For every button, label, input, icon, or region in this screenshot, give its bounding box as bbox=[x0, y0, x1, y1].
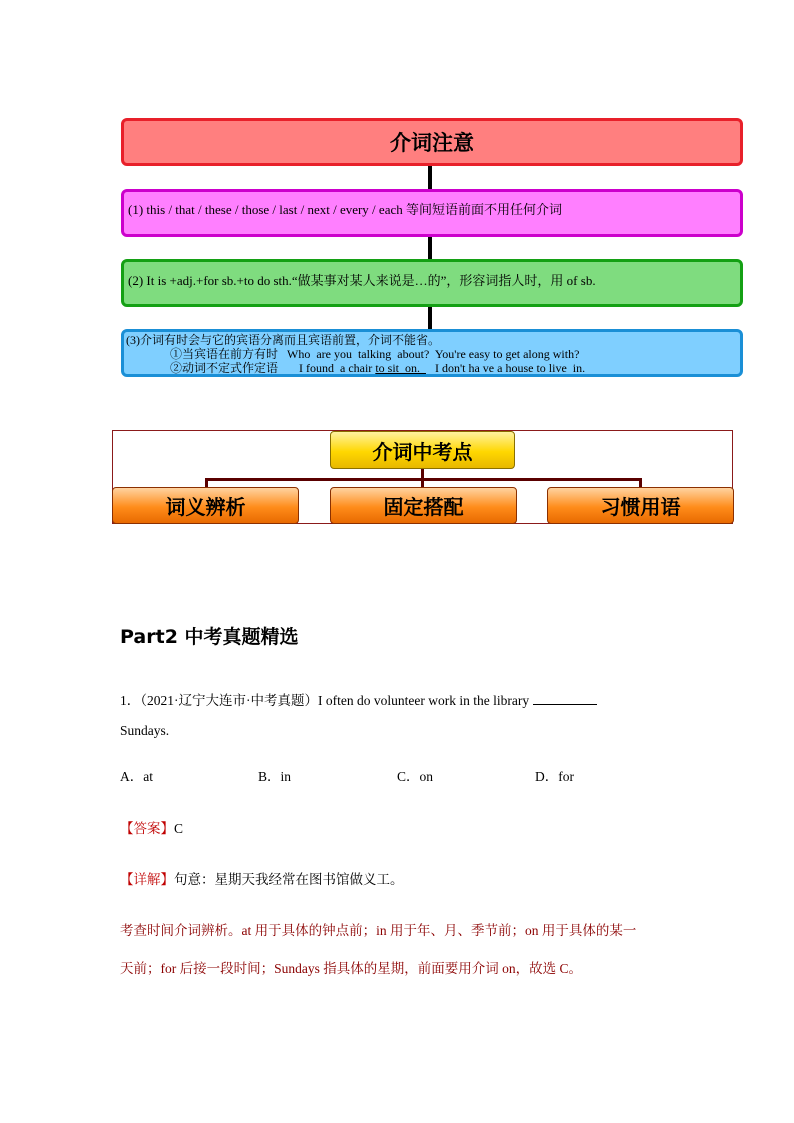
branch-idioms bbox=[547, 487, 734, 524]
note-box-3 bbox=[121, 329, 743, 377]
branch-fixed-collocation bbox=[330, 487, 517, 524]
connector-line bbox=[428, 307, 432, 329]
answer-line bbox=[120, 817, 183, 837]
branch-label: 固定搭配 bbox=[383, 495, 464, 519]
question-text: I often do volunteer work in the library bbox=[318, 693, 530, 708]
connector-line bbox=[428, 166, 432, 189]
option-b: B．in bbox=[258, 769, 292, 784]
note-box-2 bbox=[121, 259, 743, 307]
exam-points-root bbox=[330, 431, 515, 469]
branch-label: 习惯用语 bbox=[600, 495, 681, 519]
explanation-line-1: 考查时间介词辨析。at 用于具体的钟点前；in 用于年、月、季节前；on 用于具体的某一 bbox=[120, 923, 637, 938]
note-3-example-2: ②动词不定式作定语 I found a chair to sit on. I don't ha ve a house to live in. bbox=[170, 361, 586, 375]
diagram-title: 介词注意 bbox=[390, 131, 474, 155]
question-stem-end: Sundays. bbox=[120, 723, 170, 738]
section-heading: Part2 中考真题精选 bbox=[120, 626, 299, 648]
diagram-title-box bbox=[121, 118, 743, 166]
note-box-1 bbox=[121, 189, 743, 237]
branch-meaning-distinction bbox=[112, 487, 299, 524]
note-3-text: (3)介词有时会与它的宾语分离而且宾语前置，介词不能省。 bbox=[126, 333, 440, 347]
explanation-line-2: 天前；for 后接一段时间；Sundays 指具体的星期，前面要用介词 on，故选 C。 bbox=[120, 961, 582, 976]
connector-line bbox=[428, 237, 432, 259]
question-stem bbox=[120, 689, 597, 709]
option-d: D．for bbox=[535, 769, 574, 784]
exam-points-root-label: 介词中考点 bbox=[372, 439, 473, 464]
note-2-text: (2) It is +adj.+for sb.+to do sth.“做某事对某人来说是…的”，形容词指人时，用 of sb. bbox=[128, 273, 596, 288]
note-1-text: (1) this / that / these / those / last / next / every / each 等间短语前面不用任何介词 bbox=[128, 202, 562, 217]
detail-text: 句意：星期天我经常在图书馆做义工。 bbox=[174, 872, 404, 887]
branch-label: 词义辨析 bbox=[165, 495, 246, 519]
note-3-example-1: ①当宾语在前方有时 Who are you talking about? You're easy to get along with? bbox=[170, 347, 580, 361]
option-a: A．at bbox=[120, 769, 153, 784]
answer-blank bbox=[533, 692, 597, 705]
detail-label: 【详解】 bbox=[120, 872, 174, 887]
option-c: C．on bbox=[397, 769, 434, 784]
question-number: 1． bbox=[120, 693, 141, 708]
question-source: （2021·辽宁大连市·中考真题） bbox=[140, 693, 318, 708]
answer-label: 【答案】 bbox=[120, 821, 174, 836]
detail-line bbox=[120, 868, 404, 888]
answer-value: C bbox=[174, 821, 184, 836]
